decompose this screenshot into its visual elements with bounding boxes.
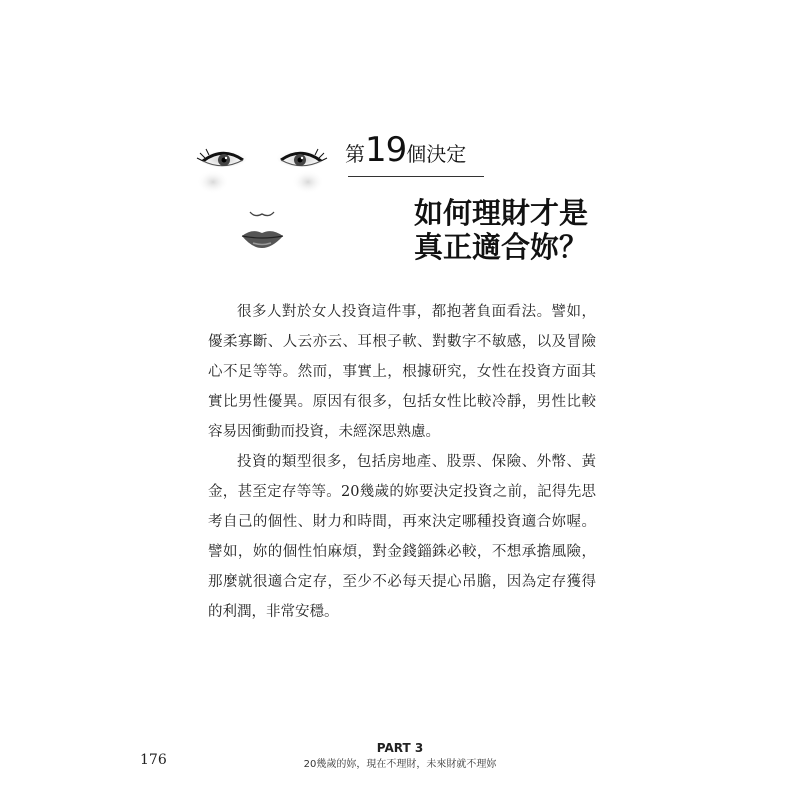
chapter-prefix: 第 [345,142,365,166]
title-line-1: 如何理財才是 [413,196,588,230]
footer-part-label: PART 3 [376,741,424,755]
chapter-number: 19 [365,130,407,170]
footer-subtitle: 20幾歲的妳，現在不理財，未來財就不理妳 [303,759,497,770]
chapter-suffix: 個決定 [406,142,467,166]
title-line-2: 真正適合妳？ [413,230,588,264]
page-number: 176 [140,752,167,768]
chapter-divider [348,176,484,177]
face-illustration [195,140,335,260]
chapter-heading [345,130,485,170]
paragraph: 很多人對於女人投資這件事，都抱著負面看法。譬如，優柔寡斷、人云亦云、耳根子軟、對數字不敏感，以及冒險心不足等等。然而，事實上，根據研究，女性在投資方面其實比男性優異。原因有很多，包括女性比較冷靜，男性比較容易因衝動而投資，未經深思熟慮。 [208,304,596,440]
body-text [208,297,596,627]
chapter-title [414,196,588,264]
paragraph: 投資的類型很多，包括房地產、股票、保險、外幣、黃金，甚至定存等等。20幾歲的妳要決定投資之前，記得先思考自己的個性、財力和時間，再來決定哪種投資適合妳喔。譬如，妳的個性怕麻煩，對金錢錙銖必較，不想承擔風險，那麼就很適合定存，至少不必每天提心吊膽，因為定存獲得的利潤，非常安穩。 [208,454,596,620]
